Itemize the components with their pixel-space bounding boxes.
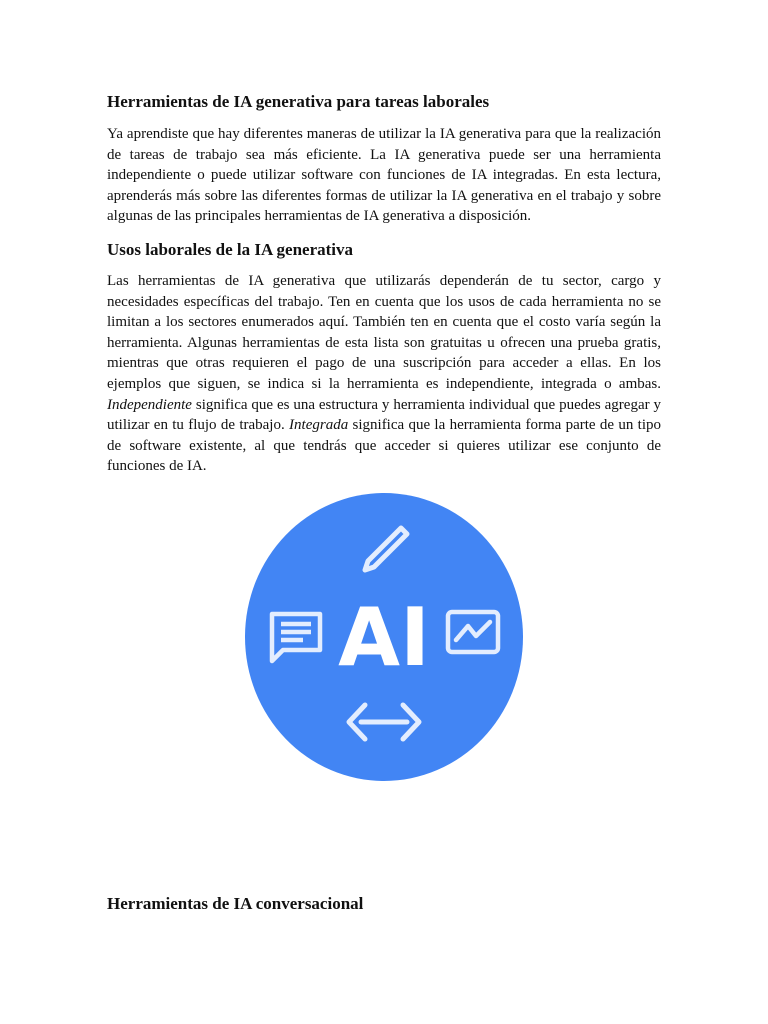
intro-paragraph: Ya aprendiste que hay diferentes maneras de utilizar la IA generativa para que la realización de tareas de trabajo sea más eficiente. La IA generativa puede ser una herramienta independiente o puede utilizar software con funciones de IA integradas. En esta lectura, aprenderás más sobre las diferentes formas de utilizar la IA generativa en el trabajo y sobre algunas de las principales herramientas de IA generativa a disposición. — [107, 126, 661, 225]
term-independent: Independiente — [107, 396, 192, 413]
section-heading-tools: Herramientas de IA generativa para tareas laborales — [107, 92, 490, 111]
section-heading-conversational: Herramientas de IA conversacional — [107, 894, 364, 913]
term-integrated: Integrada — [289, 417, 349, 434]
section-heading-uses: Usos laborales de la IA generativa — [107, 240, 354, 259]
uses-text-part3: significa que la herramienta forma parte de un tipo de software existente, al que tendrás que acceder si quieres utilizar ese conjunto de funciones de IA. — [107, 417, 662, 475]
uses-paragraph — [107, 271, 661, 477]
ai-center-label: AI — [338, 591, 430, 684]
uses-text-part1: Las herramientas de IA generativa que utilizarás dependerán de tu sector, cargo y necesidades específicas del trabajo. Ten en cuenta que los usos de cada herramienta no se limitan a los sectores enumerados aquí. También ten en cuenta que el costo varía según la herramienta. Algunas herramientas de esta lista son gratuitas u ofrecen una prueba gratis, mientras que otras requieren el pago de una suscripción para acceder a ellas. En los ejemplos que siguen, se indica si la herramienta es independiente, integrada o ambas. — [107, 273, 661, 392]
ai-illustration — [245, 493, 523, 781]
uses-text-part2: significa que es una estructura y herramienta individual que puedes agregar y utilizar en tu flujo de trabajo. — [107, 396, 662, 434]
